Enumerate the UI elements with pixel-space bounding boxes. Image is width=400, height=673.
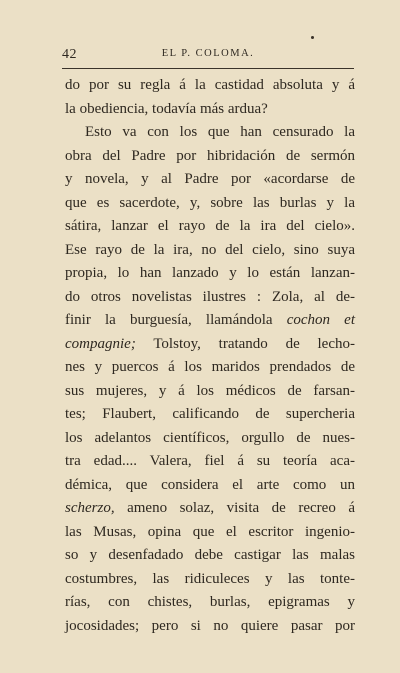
text-line: y novela, y al Padre por «acordarse de — [65, 171, 355, 187]
text-line: los adelantos científicos, orgullo de nues- — [65, 429, 355, 446]
header-rule — [62, 68, 354, 69]
text-line: obra del Padre por hibridación de sermón — [65, 147, 355, 164]
text-line: do por su regla á la castidad absoluta y á — [65, 77, 355, 93]
text-line: las Musas, opina que el escritor ingenio- — [65, 523, 355, 540]
text-line-mixed — [65, 333, 355, 357]
text-fragment: Tolstoy, tratando de lecho- — [135, 335, 355, 352]
text-line: jocosidades; pero si no quiere pasar por — [65, 617, 355, 634]
text-line: sátira, lanzar el rayo de la ira del cielo». — [65, 218, 355, 234]
text-fragment: finir la burguesía, llamándola — [65, 312, 273, 328]
text-line: nes y puercos á los maridos prendados de — [65, 359, 355, 375]
italic-phrase: compagnie; — [65, 335, 136, 352]
text-line: do otros novelistas ilustres : Zola, al de- — [65, 288, 355, 305]
text-line: que es sacerdote, y, sobre las burlas y la — [65, 194, 355, 211]
ink-speck — [311, 36, 314, 39]
text-line-mixed — [65, 309, 355, 333]
text-line: la obediencia, todavía más ardua? — [65, 100, 268, 117]
body-text — [65, 74, 355, 638]
page-number: 42 — [62, 47, 77, 62]
text-line: sus mujeres, y á los médicos de farsan- — [65, 382, 355, 399]
text-line: propia, lo han lanzado y lo están lanzan- — [65, 265, 355, 281]
running-head: EL P. COLOMA. — [161, 48, 255, 59]
page-header — [62, 47, 354, 65]
text-line: rías, con chistes, burlas, epigramas y — [65, 594, 355, 610]
text-line: so y desenfadado debe castigar las malas — [65, 547, 355, 563]
text-line: tes; Flaubert, calificando de supercheria — [65, 406, 355, 422]
italic-phrase: scherzo, — [65, 500, 115, 516]
text-line: démica, que considera el arte como un — [65, 476, 355, 493]
text-line: costumbres, las ridiculeces y las tonte- — [65, 570, 355, 587]
text-line: Ese rayo de la ira, no del cielo, sino suya — [65, 241, 355, 258]
text-fragment: ameno solaz, visita de recreo á — [114, 500, 355, 516]
text-line: Esto va con los que han censurado la — [85, 124, 355, 140]
text-line: tra edad.... Valera, fiel á su teoría aca- — [65, 453, 355, 469]
text-line-mixed — [65, 497, 355, 521]
italic-phrase: cochon et — [286, 312, 356, 328]
